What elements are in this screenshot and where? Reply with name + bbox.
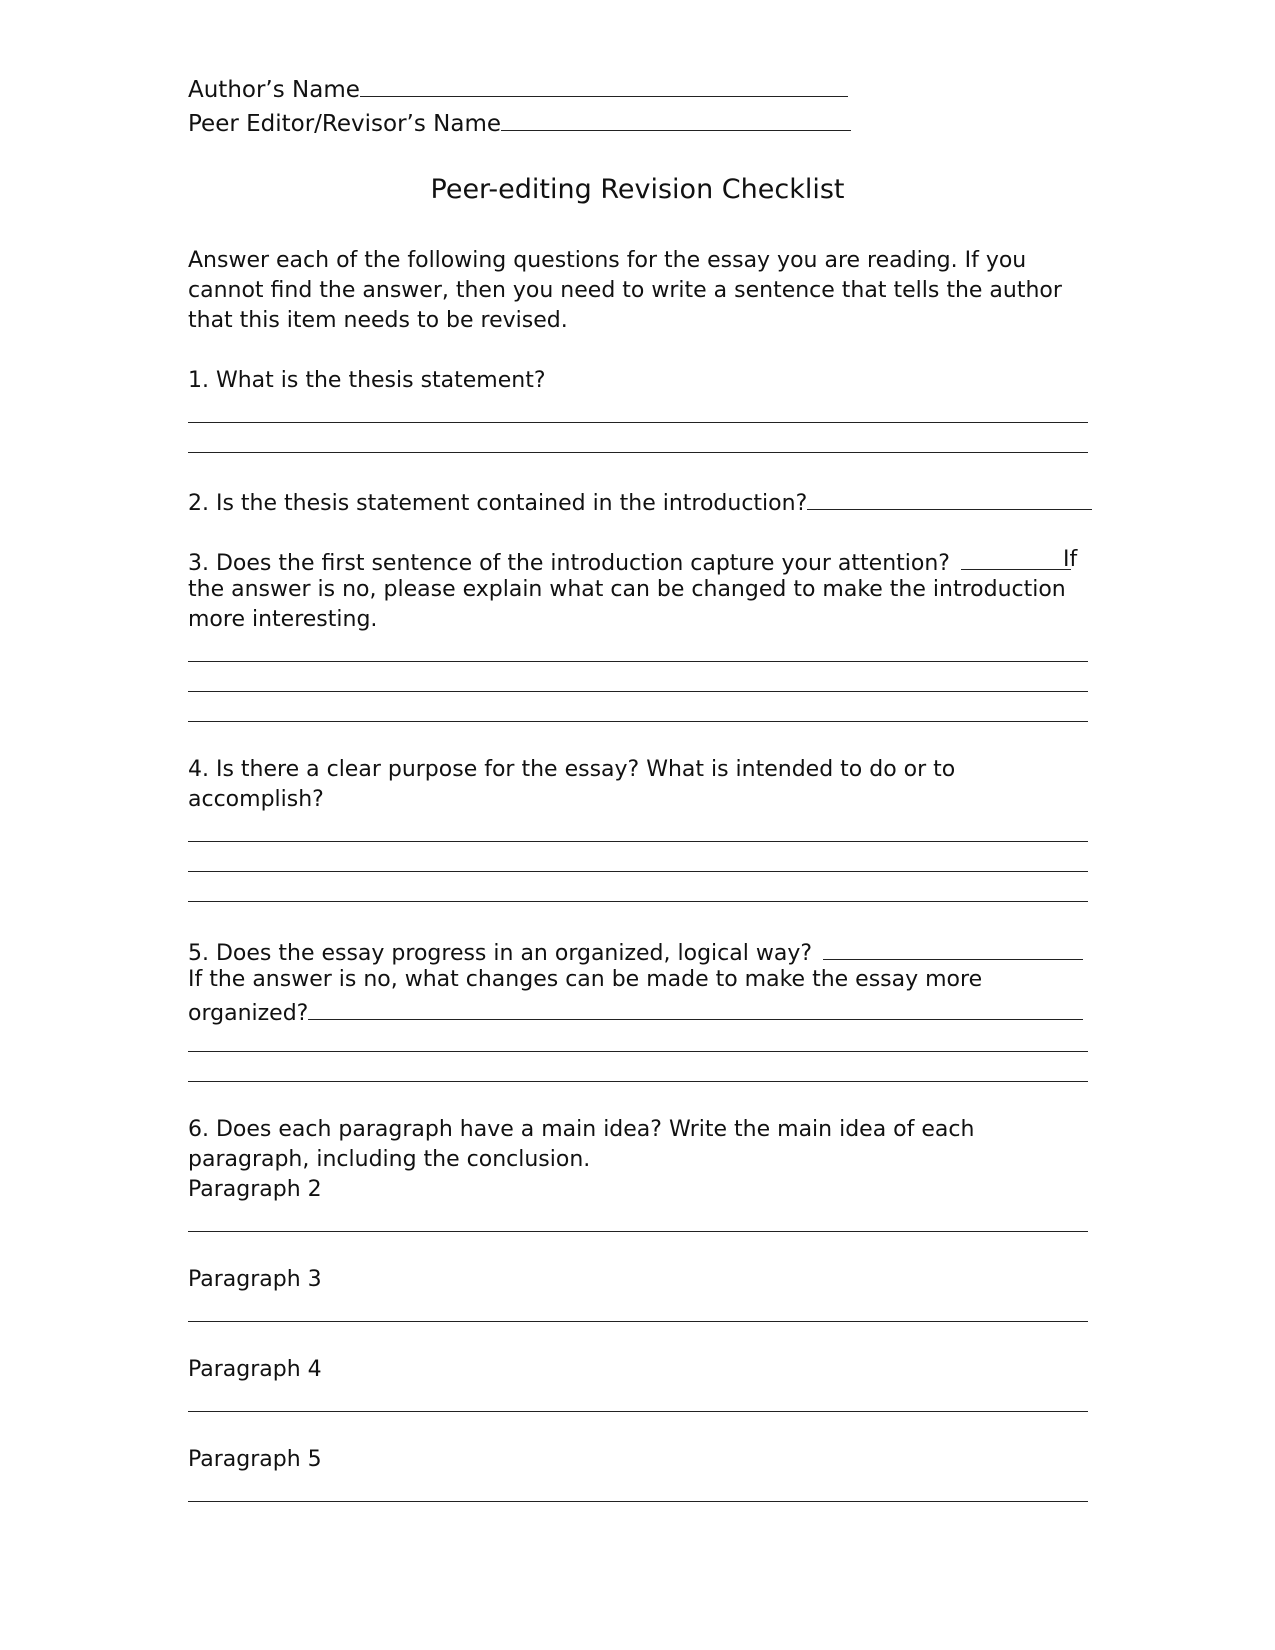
question-4-text-1: 4. Is there a clear purpose for the essay? What is intended to do or to — [188, 757, 956, 782]
answer-field-q2[interactable] — [807, 487, 1092, 510]
question-3-row-1 — [188, 547, 1071, 576]
paragraph-4-label: Paragraph 4 — [188, 1357, 322, 1382]
question-6-text-1: 6. Does each paragraph have a main idea? Write the main idea of each — [188, 1117, 975, 1142]
answer-line-q5-2[interactable] — [188, 1081, 1088, 1082]
answer-line-q4-1[interactable] — [188, 841, 1088, 842]
editor-name-row — [188, 108, 851, 137]
editor-name-label: Peer Editor/Revisor’s Name — [188, 111, 502, 137]
paragraph-3-label: Paragraph 3 — [188, 1267, 322, 1292]
answer-line-paragraph-3[interactable] — [188, 1321, 1088, 1322]
editor-name-field[interactable] — [501, 108, 851, 131]
question-5-text-1: 5. Does the essay progress in an organized, logical way? — [188, 941, 813, 966]
page-title: Peer-editing Revision Checklist — [430, 174, 845, 205]
author-name-row — [188, 74, 848, 103]
answer-line-q5-1[interactable] — [188, 1051, 1088, 1052]
paragraph-2-label: Paragraph 2 — [188, 1177, 322, 1202]
question-3-text-if: If — [1063, 547, 1078, 572]
question-3-text-1: 3. Does the first sentence of the introduction capture your attention? — [188, 551, 950, 576]
answer-field-q5[interactable] — [823, 937, 1083, 960]
question-4-text-2: accomplish? — [188, 787, 324, 812]
question-5-text-2: If the answer is no, what changes can be made to make the essay more — [188, 967, 983, 992]
question-3-text-3: more interesting. — [188, 607, 378, 632]
paragraph-5-label: Paragraph 5 — [188, 1447, 322, 1472]
answer-line-q1-1[interactable] — [188, 422, 1088, 423]
question-5-row-3 — [188, 997, 1083, 1026]
answer-line-q1-2[interactable] — [188, 452, 1088, 453]
author-name-field[interactable] — [360, 74, 848, 97]
instructions-line-2: cannot find the answer, then you need to write a sentence that tells the author — [188, 278, 1062, 303]
answer-line-q4-3[interactable] — [188, 901, 1088, 902]
instructions-line-1: Answer each of the following questions for the essay you are reading. If you — [188, 248, 1027, 273]
answer-line-paragraph-4[interactable] — [188, 1411, 1088, 1412]
question-1-text: 1. What is the thesis statement? — [188, 368, 546, 393]
answer-field-q3[interactable] — [961, 547, 1071, 570]
answer-line-q3-3[interactable] — [188, 721, 1088, 722]
question-2-row — [188, 487, 1092, 516]
question-2-text: 2. Is the thesis statement contained in the introduction? — [188, 491, 808, 516]
question-5-row-1 — [188, 937, 1083, 966]
answer-line-paragraph-5[interactable] — [188, 1501, 1088, 1502]
answer-line-q4-2[interactable] — [188, 871, 1088, 872]
answer-line-q3-2[interactable] — [188, 691, 1088, 692]
question-3-text-2: the answer is no, please explain what can be changed to make the introduction — [188, 577, 1066, 602]
instructions-line-3: that this item needs to be revised. — [188, 308, 568, 333]
answer-line-paragraph-2[interactable] — [188, 1231, 1088, 1232]
answer-line-q3-1[interactable] — [188, 661, 1088, 662]
answer-field-q5-organized[interactable] — [308, 997, 1083, 1020]
question-5-text-3: organized? — [188, 1001, 309, 1026]
author-name-label: Author’s Name — [188, 77, 360, 103]
question-6-text-2: paragraph, including the conclusion. — [188, 1147, 591, 1172]
